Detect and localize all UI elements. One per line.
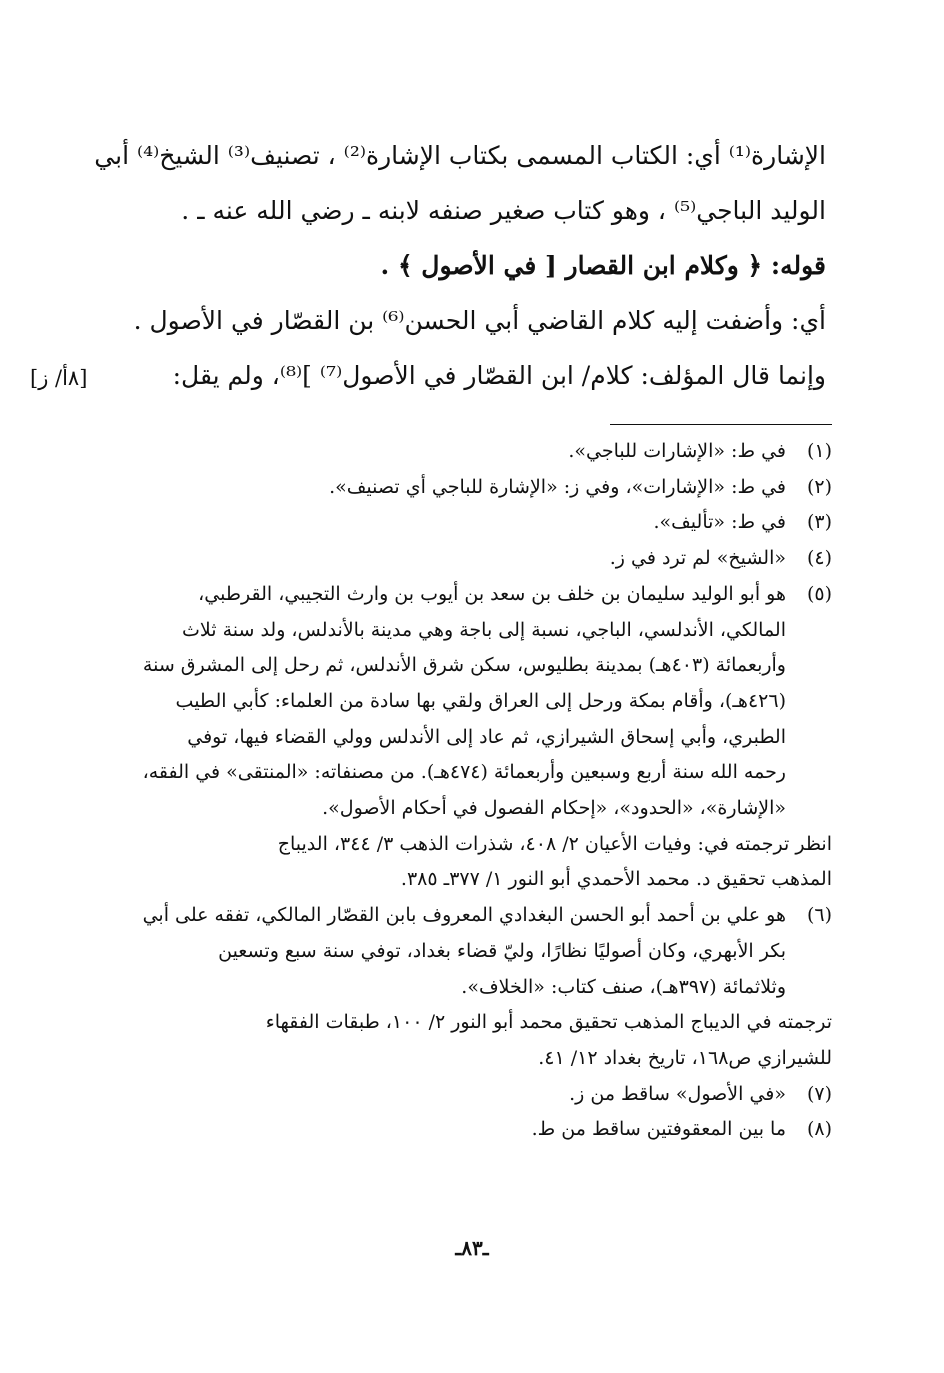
footnote-number: (٧) bbox=[806, 1082, 832, 1105]
footnote-6-sources bbox=[120, 1005, 832, 1076]
footnote-number: (١) bbox=[806, 440, 832, 462]
footnote-body bbox=[120, 434, 786, 470]
main-line: وإنما قال المؤلف: كلام/ ابن القصّار في الأصول⁽⁷⁾ ]⁽⁸⁾، ولم يقل: bbox=[172, 361, 826, 390]
footnote-line: وثلاثمائة (٣٩٧هـ)، صنف كتاب: «الخلاف». bbox=[461, 975, 786, 998]
footnote-body bbox=[120, 505, 786, 541]
footnote-number: (٦) bbox=[806, 904, 832, 927]
footnote-line: المالكي، الأندلسي، الباجي، نسبة إلى باجة وهي مدينة بالأندلس، ولد سنة ثلاث bbox=[182, 618, 786, 641]
footnote-number: (٣) bbox=[806, 511, 832, 534]
footnotes-section bbox=[120, 434, 832, 1148]
footnote-number: (٨) bbox=[806, 1118, 832, 1141]
main-text-block bbox=[94, 128, 826, 403]
footnote-sources-body bbox=[120, 1005, 832, 1076]
footnote-line: رحمه الله سنة أربع وسبعين وأربعمائة (٤٧٤هـ). من مصنفاته: «المنتقى» في الفقه، bbox=[142, 761, 786, 784]
footnote-source-line: المذهب تحقيق د. محمد الأحمدي أبو النور ١/ ٣٧٧ـ ٣٨٥. bbox=[400, 868, 832, 891]
footnote-8 bbox=[120, 1112, 832, 1148]
footnote-line: «الشيخ» لم ترد في ز. bbox=[609, 547, 786, 570]
footnote-body bbox=[120, 577, 786, 827]
footnote-sources-body bbox=[120, 827, 832, 898]
footnote-body bbox=[120, 898, 786, 1005]
footnote-line: في ط: «تأليف». bbox=[653, 511, 786, 534]
footnote-6 bbox=[120, 898, 832, 1005]
footnote-2 bbox=[120, 470, 832, 506]
footnote-3 bbox=[120, 505, 832, 541]
footnote-source-line: ترجمته في الديباج المذهب تحقيق محمد أبو النور ٢/ ١٠٠، طبقات الفقهاء bbox=[265, 1011, 832, 1034]
footnote-body bbox=[120, 1112, 786, 1148]
page-number: ـ٨٣ـ bbox=[455, 1236, 489, 1260]
footnote-line: بكر الأبهري، وكان أصوليًا نظارًا، وليّ قضاء بغداد، توفي سنة سبع وتسعين bbox=[218, 939, 786, 962]
quoted-matn-line: قوله: ﴿ وكلام ابن القصار [ في الأصول ﴾ . bbox=[380, 251, 826, 280]
footnote-number: (٤) bbox=[806, 547, 832, 570]
manuscript-folio-reference: [٨أ/ ز] bbox=[30, 366, 88, 390]
footnote-7 bbox=[120, 1077, 832, 1113]
footnote-line: ما بين المعقوفتين ساقط من ط. bbox=[531, 1118, 786, 1141]
footnote-line: الطبري، وأبي إسحاق الشيرازي، ثم عاد إلى الأندلس وولي القضاء فيها، توفي bbox=[187, 725, 786, 748]
footnote-line: في ط: «الإشارات للباجي». bbox=[568, 440, 786, 462]
footnote-divider bbox=[610, 424, 832, 425]
footnote-5 bbox=[120, 577, 832, 827]
main-line: الإشارة⁽¹⁾ أي: الكتاب المسمى بكتاب الإشارة⁽²⁾ ، تصنيف⁽³⁾ الشيخ⁽⁴⁾ أبي bbox=[94, 141, 826, 170]
footnote-line: «الإشارة»، «الحدود»، «إحكام الفصول في أحكام الأصول». bbox=[322, 797, 786, 820]
footnote-source-line: انظر ترجمته في: وفيات الأعيان ٢/ ٤٠٨، شذرات الذهب ٣/ ٣٤٤، الديباج bbox=[277, 832, 832, 855]
main-line: أي: وأضفت إليه كلام القاضي أبي الحسن⁽⁶⁾ بن القصّار في الأصول . bbox=[133, 306, 826, 335]
footnote-4 bbox=[120, 541, 832, 577]
footnote-1 bbox=[120, 434, 832, 470]
footnote-line: «في الأصول» ساقط من ز. bbox=[569, 1082, 786, 1105]
footnote-source-line: للشيرازي ص١٦٨، تاريخ بغداد ١٢/ ٤١. bbox=[538, 1046, 832, 1069]
footnote-line: هو أبو الوليد سليمان بن خلف بن سعد بن أيوب بن وارث التجيبي، القرطبي، bbox=[198, 582, 786, 605]
footnote-body bbox=[120, 541, 786, 577]
footnote-line: (٤٢٦هـ)، وأقام بمكة ورحل إلى العراق ولقي بها سادة من العلماء: كأبي الطيب bbox=[175, 689, 786, 712]
footnote-number: (٢) bbox=[806, 475, 832, 498]
main-line: الوليد الباجي⁽⁵⁾ ، وهو كتاب صغير صنفه لابنه ـ رضي الله عنه ـ . bbox=[181, 196, 826, 225]
footnote-line: هو علي بن أحمد أبو الحسن البغدادي المعروف بابن القصّار المالكي، تفقه على أبي bbox=[142, 904, 786, 927]
footnote-body bbox=[120, 1077, 786, 1113]
footnote-number: (٥) bbox=[806, 582, 832, 605]
footnote-line: في ط: «الإشارات»، وفي ز: «الإشارة للباجي أي تصنيف». bbox=[329, 475, 786, 498]
footnote-5-sources bbox=[120, 827, 832, 898]
footnote-line: وأربعمائة (٤٠٣هـ) بمدينة بطليوس، سكن شرق الأندلس، ثم رحل إلى المشرق سنة bbox=[142, 654, 786, 677]
footnote-body bbox=[120, 470, 786, 506]
